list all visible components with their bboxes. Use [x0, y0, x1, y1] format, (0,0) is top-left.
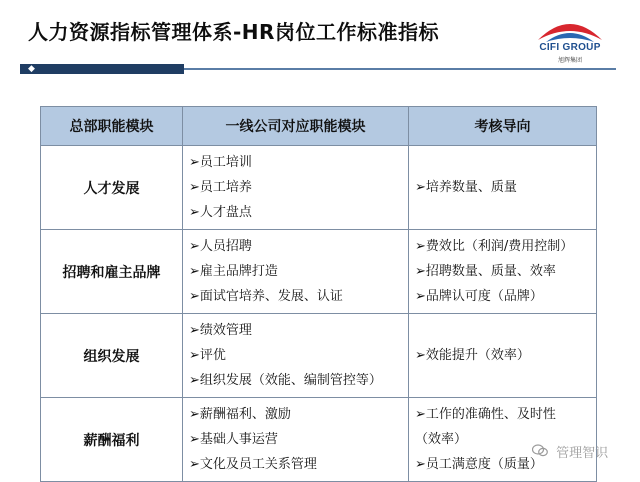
list-item: ➢评优: [189, 348, 226, 363]
table-row: [41, 314, 597, 398]
watermark-text: 管理智识: [556, 446, 609, 461]
orientation-cell: [409, 398, 597, 482]
list-item: ➢绩效管理: [189, 323, 252, 338]
module-cell: 组织发展: [41, 314, 183, 398]
module-cell: 人才发展: [41, 146, 183, 230]
header-bar: [20, 64, 184, 74]
list-item: ➢文化及员工关系管理: [189, 457, 317, 472]
list-item: ➢组织发展（效能、编制管控等）: [189, 373, 382, 388]
list-item: ➢人员招聘: [189, 239, 252, 254]
list-item: ➢品牌认可度（品牌）: [415, 289, 543, 304]
list-item: ➢费效比（利润/费用控制）: [415, 239, 574, 254]
table-row: [41, 398, 597, 482]
watermark: [532, 442, 608, 461]
logo-subtext: 旭辉集团: [557, 57, 582, 64]
list-item: ➢招聘数量、质量、效率: [415, 264, 556, 279]
logo-arc-icon: [532, 12, 608, 44]
orientation-cell: [409, 146, 597, 230]
functions-cell: [183, 146, 409, 230]
list-item: ➢效能提升（效率）: [415, 348, 530, 363]
list-item: ➢人才盘点: [189, 205, 252, 220]
company-logo: [532, 12, 608, 66]
orientation-cell: [409, 314, 597, 398]
list-item: （效率）: [415, 432, 468, 447]
table-header-row: [41, 107, 597, 146]
list-item: ➢雇主品牌打造: [189, 264, 278, 279]
page-title: 人力资源指标管理体系-HR岗位工作标准指标: [28, 20, 439, 44]
column-header: 总部职能模块: [41, 107, 183, 146]
list-item: ➢面试官培养、发展、认证: [189, 289, 343, 304]
list-item: ➢员工培训: [189, 155, 252, 170]
list-item: ➢工作的准确性、及时性: [415, 407, 556, 422]
diamond-icon: ◆: [28, 64, 35, 74]
functions-cell: [183, 314, 409, 398]
column-header: 考核导向: [409, 107, 597, 146]
table-row: [41, 230, 597, 314]
list-item: ➢员工满意度（质量）: [415, 457, 543, 472]
logo-text: CIFI GROUP: [539, 42, 601, 53]
column-header: 一线公司对应职能模块: [183, 107, 409, 146]
module-cell: 薪酬福利: [41, 398, 183, 482]
wechat-icon: [532, 444, 548, 461]
orientation-cell: [409, 230, 597, 314]
hr-standards-table: [40, 106, 597, 482]
functions-cell: [183, 230, 409, 314]
list-item: ➢培养数量、质量: [415, 180, 517, 195]
module-cell: 招聘和雇主品牌: [41, 230, 183, 314]
table-row: [41, 146, 597, 230]
list-item: ➢薪酬福利、激励: [189, 407, 291, 422]
list-item: ➢基础人事运营: [189, 432, 278, 447]
header-rule: [184, 68, 616, 70]
functions-cell: [183, 398, 409, 482]
list-item: ➢员工培养: [189, 180, 252, 195]
